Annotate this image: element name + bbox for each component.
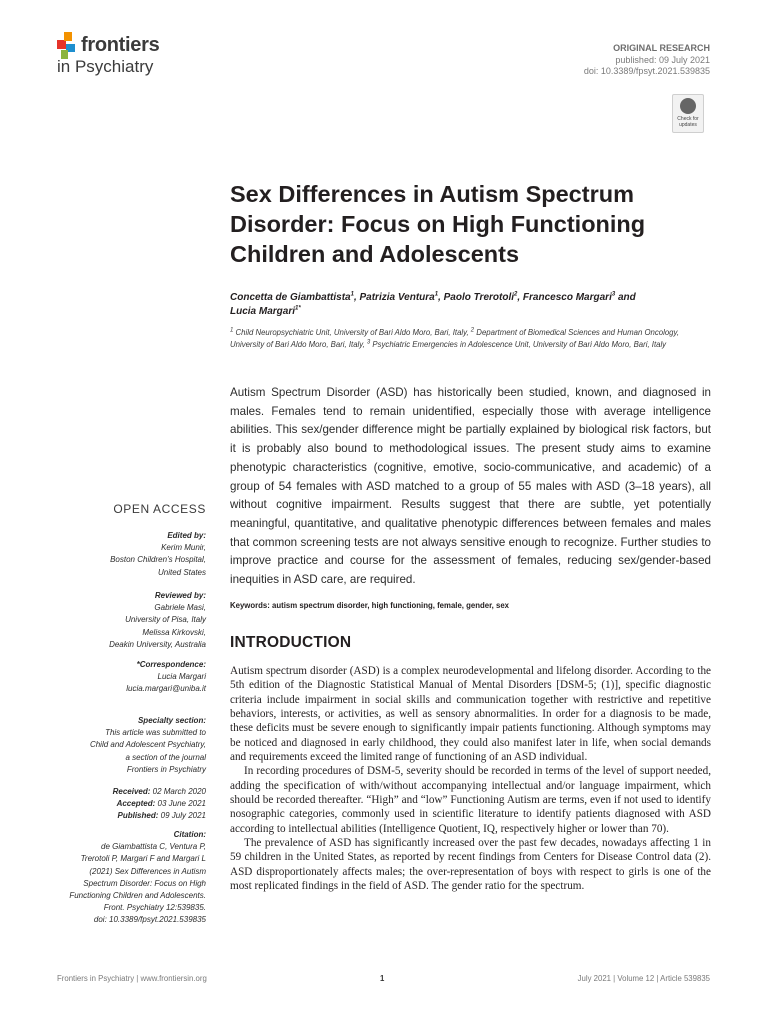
reviewer-line: University of Pisa, Italy xyxy=(125,615,206,625)
author-affil-sup: 2 xyxy=(514,291,518,298)
received-row xyxy=(46,786,206,798)
affil-sup: 3 xyxy=(366,339,371,346)
correspondence-name: Lucia Margari xyxy=(157,672,206,682)
reviewer-line: Gabriele Masi, xyxy=(154,603,206,613)
affiliations xyxy=(230,327,710,351)
editor-line: Kerim Munir, xyxy=(161,543,206,553)
published-date: published: 09 July 2021 xyxy=(615,55,710,65)
published-date-side: 09 July 2021 xyxy=(160,811,206,821)
section-heading: INTRODUCTION xyxy=(230,634,352,651)
author-name[interactable]: Patrizia Ventura xyxy=(359,292,435,303)
reviewer-line: Deakin University, Australia xyxy=(109,639,206,649)
accepted-date: 03 June 2021 xyxy=(157,799,206,809)
affiliation-text: Child Neuropsychiatric Unit, University of Bari Aldo Moro, Bari, Italy, xyxy=(233,328,471,337)
author-name[interactable]: Francesco Margari xyxy=(522,292,612,303)
open-access-label: OPEN ACCESS xyxy=(113,502,206,516)
citation-line: Front. Psychiatry 12:539835. xyxy=(103,903,206,913)
citation-line: Trerotoli P, Margari F and Margari L xyxy=(80,854,206,864)
author-conjunction: and xyxy=(617,292,636,303)
editor-line: United States xyxy=(157,567,206,577)
body-text xyxy=(230,664,711,894)
bookmark-icon xyxy=(680,98,696,114)
affil-sup: 1 xyxy=(230,327,234,334)
article-title: Sex Differences in Autism Spectrum Disorder: Focus on High Functioning Children and Adolescents xyxy=(230,181,646,267)
article-type: ORIGINAL RESEARCH xyxy=(613,43,710,53)
citation-line: (2021) Sex Differences in Autism xyxy=(89,866,206,876)
affil-sup: 2 xyxy=(470,327,475,334)
received-label: Received: xyxy=(112,787,151,796)
citation-line: Functioning Children and Adolescents. xyxy=(69,891,206,901)
paragraph: In recording procedures of DSM-5, severity should be recorded in terms of the level of support needed, adding the specification of with/without accompanying intellectual and/or language impairment, which should be recorded thereafter. “High” and “low” Functioning Autism are terms, even if not used to identify nosographic categories, commonly used in scientific literature to identify patients diagnosed with ASD according to intellectual abilities (Intelligence Quotient, IQ, respectively higher or lower than 70). xyxy=(230,765,711,835)
citation-block xyxy=(46,829,206,927)
affiliation-text: Psychiatric Emergencies in Adolescence Unit, University of Bari Aldo Moro, Bari, Italy xyxy=(370,340,667,349)
correspondence-label: *Correspondence: xyxy=(136,660,206,669)
author-affil-sup: 1 xyxy=(434,291,439,298)
citation-line: Spectrum Disorder: Focus on High xyxy=(83,878,206,888)
edited-by-label: Edited by: xyxy=(167,531,206,540)
keywords: Keywords: autism spectrum disorder, high functioning, female, gender, sex xyxy=(230,601,510,610)
editor-line: Boston Children’s Hospital, xyxy=(110,555,206,565)
citation-label: Citation: xyxy=(173,830,206,839)
specialty-line: a section of the journal xyxy=(125,752,206,762)
check-for-updates-label: Check for updates xyxy=(677,116,699,128)
specialty-label: Specialty section: xyxy=(137,716,206,725)
check-for-updates-button[interactable] xyxy=(672,94,704,133)
reviewer-line: Melissa Kirkovski, xyxy=(142,627,206,637)
reviewed-by-block xyxy=(46,590,206,651)
author-affil-sup: 1 xyxy=(350,291,354,298)
author-affil-sup: 3 xyxy=(611,291,616,298)
specialty-line: Frontiers in Psychiatry xyxy=(126,764,206,774)
citation-line: de Giambattista C, Ventura P, xyxy=(101,842,206,852)
journal-name: in Psychiatry xyxy=(57,57,154,76)
frontiers-logo-icon xyxy=(57,32,79,60)
dates-block xyxy=(46,786,206,823)
abstract: Autism Spectrum Disorder (ASD) has historically been studied, known, and diagnosed in males. Females tend to remain unidentified, especially those with average intelligence abilities. This sex/gender difference might be partially explained by biological risk factors, but it is probably also bound to methodological issues. The present study aims to examine phenotypic characteristics (cognitive, emotive, socio-communicative, and academic) of a group of 54 females with ASD matched to a group of 55 males with ASD (3–18 years), all without cognitive impairment. Results suggest that there are subtle, yet potentially meaningful, quantitative, and qualitative phenotypic differences between females and males that common screening tests are not always sensitive enough to recognize. Further studies to improve practice and course for the assessment of females, reducing sex/gender-based inequities in ASD care, are required. xyxy=(230,386,711,587)
correspondence-email-link[interactable]: lucia.margari@uniba.it xyxy=(126,684,206,694)
brand-name: frontiers xyxy=(81,34,160,56)
published-label: Published: xyxy=(117,811,159,821)
doi-link[interactable]: doi: 10.3389/fpsyt.2021.539835 xyxy=(583,66,710,76)
accepted-label: Accepted: xyxy=(116,799,156,809)
author-affil-sup: 1* xyxy=(295,305,301,312)
specialty-line: Child and Adolescent Psychiatry, xyxy=(89,740,206,750)
author-name[interactable]: Paolo Trerotoli xyxy=(443,292,515,303)
author-name[interactable]: Lucia Margari xyxy=(230,306,296,317)
citation-doi-link[interactable]: doi: 10.3389/fpsyt.2021.539835 xyxy=(93,915,206,925)
paragraph: Autism spectrum disorder (ASD) is a complex neurodevelopmental and lifelong disorder. According to the 5th edition of the Diagnostic Statistical Manual of Mental Disorders [DSM-5; (1)], specific diagnostic criteria include impairment in social skills and communication together with restrictive and repetitive behaviors, interests, or activities, as well as sensory abnormalities. In order for a diagnosis to be made, these deficits must be severe enough to significantly impair patients functioning. Although symptoms may be noticed and diagnosed in early childhood, they could also manifest later in life, when social demands and requirements exceed the limited range of functioning of an ASD individual. xyxy=(230,665,711,764)
specialty-line: This article was submitted to xyxy=(105,728,206,738)
author-name[interactable]: Concetta de Giambattista xyxy=(230,292,351,303)
reviewed-by-label: Reviewed by: xyxy=(154,591,206,600)
accepted-row xyxy=(46,798,206,810)
footer-issue-info: July 2021 | Volume 12 | Article 539835 xyxy=(577,974,710,983)
page-number: 1 xyxy=(380,974,385,983)
affiliation-text: Department of Biomedical Sciences and Human Oncology, University of Bari Aldo Moro, Bari, Italy, xyxy=(230,328,679,349)
correspondence-block xyxy=(46,659,206,696)
footer-journal-link[interactable]: Frontiers in Psychiatry | www.frontiersin.org xyxy=(57,974,207,983)
published-row xyxy=(46,810,206,822)
received-date: 02 March 2020 xyxy=(152,787,206,796)
paragraph: The prevalence of ASD has significantly increased over the past few decades, nowadays affecting 1 in 59 children in the United States, as reported by recent findings from Centers for Disease Control data (2). ASD disproportionately affects males; the over-representation of boys with respect to girls is one of the most replicated findings in the field of ASD. The gender ratio for the spectrum. xyxy=(230,837,711,893)
author-list: Concetta de Giambattista$^1$, Patrizia Ventura$^1$, Paolo Trerotoli$^2$, Francesco Margari$^3$ and Lucia Margari$^{1*}$ xyxy=(230,291,636,317)
specialty-block xyxy=(46,715,206,776)
edited-by-block xyxy=(46,530,206,579)
